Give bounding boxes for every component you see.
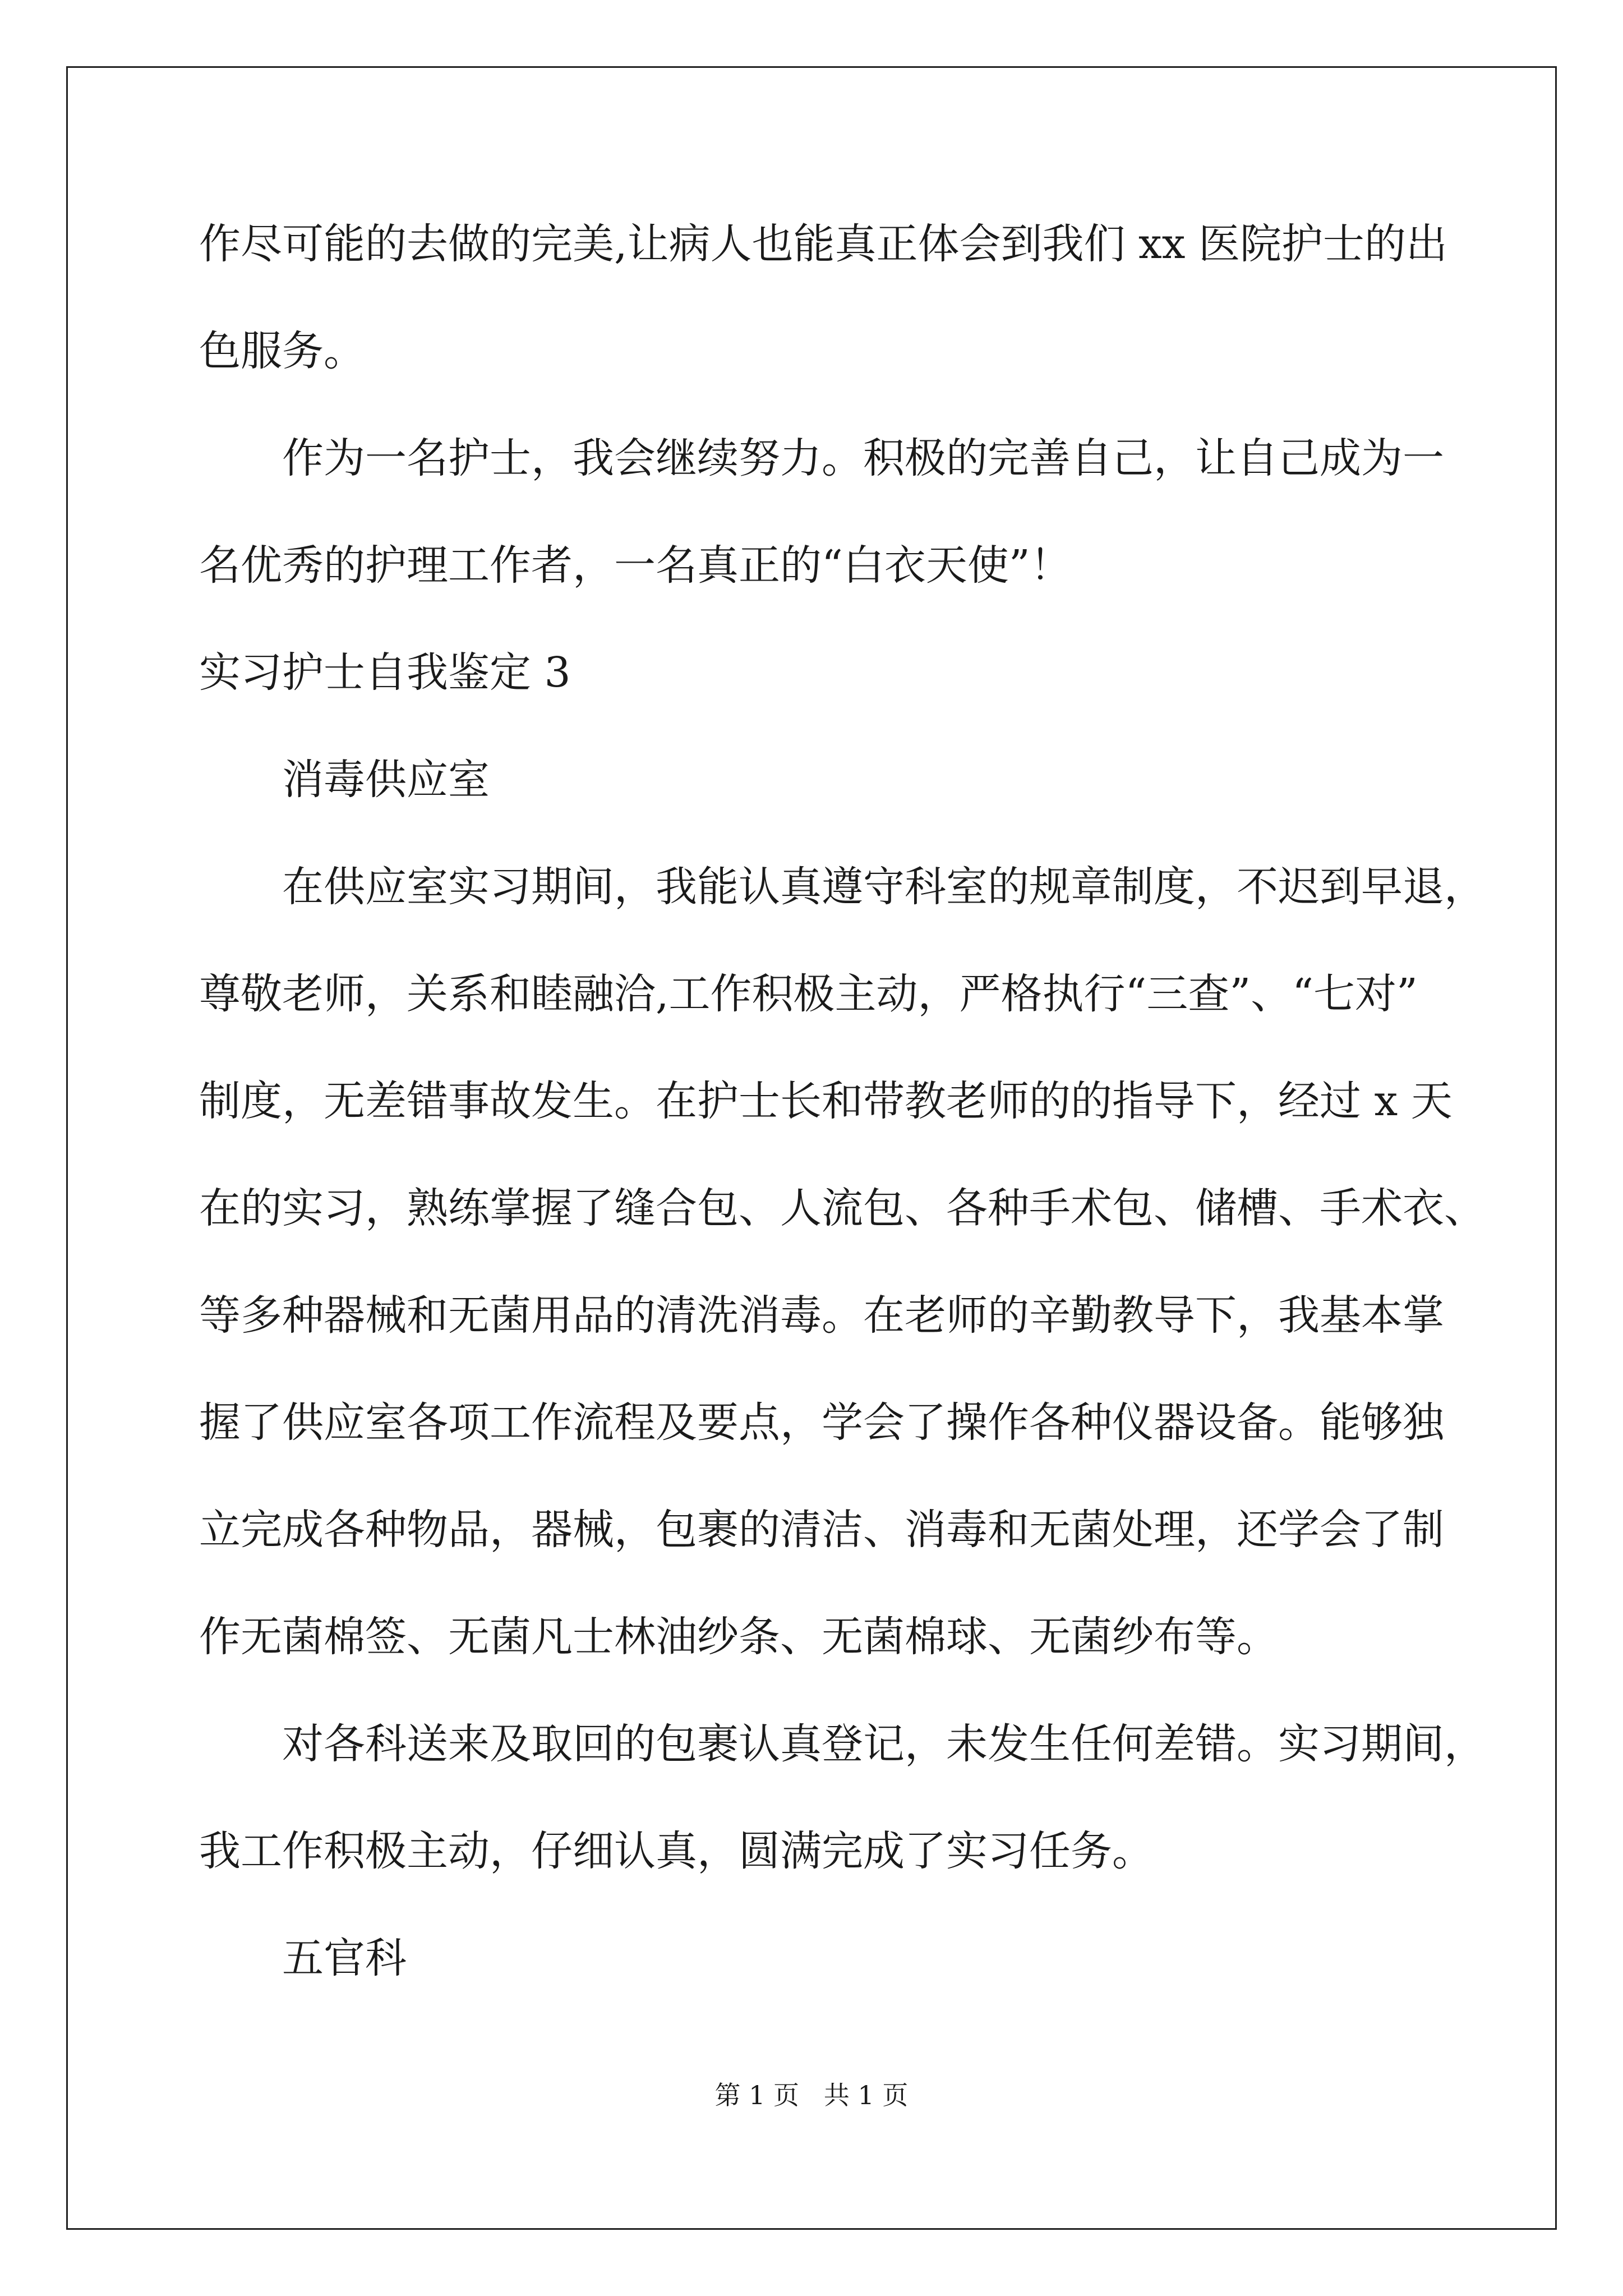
paragraph-line: 色服务。: [199, 327, 365, 375]
paragraph-line: 立完成各种物品，器械，包裹的清洁、消毒和无菌处理，还学会了制: [199, 1506, 1444, 1554]
paragraph-line: 名优秀的护理工作者，一名真正的“白衣天使”！: [199, 541, 1072, 590]
page-border: [66, 66, 1557, 2230]
paragraph-line: 在的实习，熟练掌握了缝合包、人流包、各种手术包、储槽、手术衣、: [199, 1184, 1486, 1232]
paragraph-line: 作无菌棉签、无菌凡士林油纱条、无菌棉球、无菌纱布等。: [199, 1613, 1278, 1661]
subsection-heading: 消毒供应室: [282, 756, 490, 804]
paragraph-line: 尊敬老师，关系和睦融洽,工作积极主动，严格执行“三查”、“七对”: [199, 970, 1418, 1018]
paragraph-line: 在供应室实习期间，我能认真遵守科室的规章制度，不迟到早退，: [282, 863, 1486, 911]
paragraph-line: 等多种器械和无菌用品的清洗消毒。在老师的辛勤教导下，我基本掌: [199, 1291, 1444, 1340]
paragraph-line: 我工作积极主动，仔细认真，圆满完成了实习任务。: [199, 1827, 1154, 1875]
paragraph-line: 作为一名护士，我会继续努力。积极的完善自己，让自己成为一: [282, 434, 1444, 482]
paragraph-line: 作尽可能的去做的完美,让病人也能真正体会到我们 xx 医院护士的出: [199, 220, 1448, 268]
section-heading: 实习护士自我鉴定 3: [199, 648, 571, 697]
paragraph-line: 握了供应室各项工作流程及要点，学会了操作各种仪器设备。能够独: [199, 1398, 1444, 1447]
subsection-heading: 五官科: [282, 1934, 407, 1982]
paragraph-line: 制度，无差错事故发生。在护士长和带教老师的的指导下，经过 x 天: [199, 1077, 1453, 1125]
page-footer: 第 1 页 共 1 页: [714, 2080, 909, 2110]
paragraph-line: 对各科送来及取回的包裹认真登记，未发生任何差错。实习期间，: [282, 1720, 1486, 1768]
